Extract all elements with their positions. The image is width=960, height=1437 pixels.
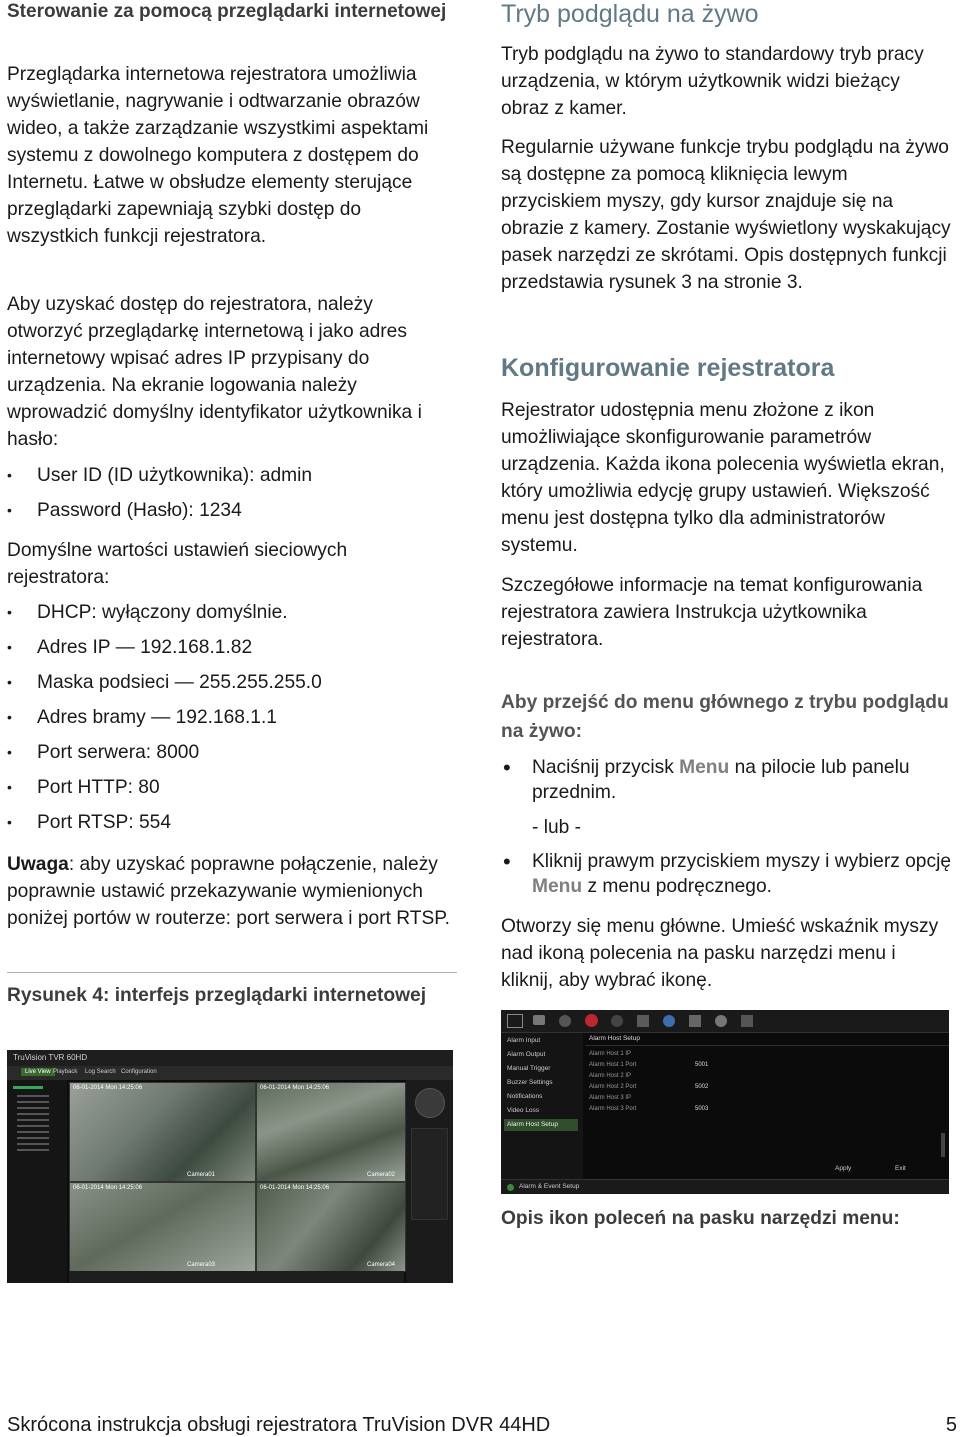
list-item: • Adres bramy — 192.168.1.1 xyxy=(7,704,452,739)
ptz-dial-icon[interactable] xyxy=(415,1088,445,1118)
web-ui-bottom-toolbar xyxy=(69,1271,404,1283)
tab-live-view[interactable]: Live View xyxy=(21,1068,55,1076)
menu-content xyxy=(585,1033,949,1179)
sidebar-item-alarm-input[interactable]: Alarm Input xyxy=(507,1037,541,1044)
paragraph-web-intro: Przeglądarka internetowa rejestratora umożliwia wyświetlanie, nagrywanie i odtwarzanie obrazów wideo, a także zarządzanie wszystkimi aspektami systemu z dowolnego komputera z dostępem do Internetu. Łatwe w obsłudze elementy sterujące przeglądarki zapewniają szybki dostęp do wszystkich funkcji rejestratora. xyxy=(7,64,429,247)
paragraph-config-intro: Rejestrator udostępnia menu złożone z ikon umożliwiające skonfigurowanie parametrów urządzenia. Każda ikona polecenia wyświetla ekran, który umożliwia edycję grupy ustawień. Większość menu jest dostępna tylko dla administratorów systemu. xyxy=(501,400,945,556)
list-item: • Password (Hasło): 1234 xyxy=(7,497,452,532)
web-ui-topbar xyxy=(7,1050,453,1066)
list-item: • Maska podsieci — 255.255.255.0 xyxy=(7,669,452,704)
page-footer xyxy=(7,1413,957,1437)
paragraph-web-access: Aby uzyskać dostęp do rejestratora, należy otworzyć przeglądarkę internetową i jako adres internetowy wpisać adres IP przypisany do urządzenia. Na ekranie logowania należy wprowadzić domyślny identyfikator użytkownika i hasło: xyxy=(7,294,422,450)
list-item: • DHCP: wyłączony domyślnie. xyxy=(7,599,452,634)
table-row: Alarm Host 2 IP xyxy=(589,1073,632,1079)
camera-view-4[interactable] xyxy=(256,1182,406,1272)
camera-timestamp: 06-01-2014 Mon 14:25:06 xyxy=(73,1185,143,1191)
web-ui-tabbar xyxy=(7,1066,453,1080)
table-row: Alarm Host 3 IP xyxy=(589,1095,632,1101)
status-text: Alarm & Event Setup xyxy=(519,1183,580,1190)
divider xyxy=(7,972,457,973)
table-row: Alarm Host 3 Port 5003 xyxy=(589,1106,709,1112)
camera-label: Camera04 xyxy=(366,1262,395,1268)
menu-status-bar xyxy=(501,1179,949,1194)
sidebar-item-manual-trigger[interactable]: Manual Trigger xyxy=(507,1065,551,1072)
sidebar-item-notifications[interactable]: Notifications xyxy=(507,1093,543,1100)
list-item: • User ID (ID użytkownika): admin xyxy=(7,462,452,497)
apply-button[interactable]: Apply xyxy=(835,1165,852,1172)
menu-toolbar xyxy=(501,1010,949,1033)
menu-keyword: Menu xyxy=(532,876,583,897)
exit-button[interactable]: Exit xyxy=(895,1165,906,1172)
camera-timestamp: 06-01-2014 Mon 14:25:06 xyxy=(73,1085,143,1091)
paragraph-config-details: Szczegółowe informacje na temat konfigurowania rejestratora zawiera Instrukcja użytkownika rejestratora. xyxy=(501,575,923,650)
list-item: • Naciśnij przycisk Menu na pilocie lub panelu przednim. xyxy=(501,755,951,805)
status-dot-icon xyxy=(507,1184,514,1191)
table-row: Alarm Host 1 IP xyxy=(589,1051,632,1057)
procedure-heading: Aby przejść do menu głównego z trybu podglądu na żywo: xyxy=(501,692,949,742)
network-defaults-list xyxy=(7,599,452,844)
camera-label: Camera01 xyxy=(186,1172,215,1178)
tab-configuration[interactable]: Configuration xyxy=(121,1069,157,1075)
sidebar-item-alarm-host-setup[interactable] xyxy=(504,1119,578,1131)
network-icon[interactable] xyxy=(611,1015,623,1027)
web-ui-brand: TruVision TVR 60HD xyxy=(13,1053,88,1062)
sidebar-item-video-loss[interactable]: Video Loss xyxy=(507,1107,540,1114)
note-text: : aby uzyskać poprawne połączenie, należy poprawnie ustawić przekazywanie wymienionych poniżej portów w routerze: port serwera i port RTSP. xyxy=(7,854,450,929)
main-menu-screenshot xyxy=(501,1010,949,1194)
page-number: 5 xyxy=(945,1414,957,1436)
scrollbar[interactable] xyxy=(941,1133,945,1157)
camera-label: Camera02 xyxy=(366,1172,395,1178)
web-interface-screenshot xyxy=(7,1050,453,1283)
or-separator: - lub - xyxy=(532,817,582,838)
storage-icon[interactable] xyxy=(637,1015,649,1027)
paragraph-live-intro: Tryb podglądu na żywo to standardowy tryb pracy urządzenia, w którym użytkownik widzi bieżący obraz z kamer. xyxy=(501,44,924,119)
record-icon[interactable] xyxy=(585,1014,598,1027)
camera-icon[interactable] xyxy=(533,1015,545,1025)
camera-view-3[interactable] xyxy=(69,1182,256,1272)
login-defaults-list xyxy=(7,462,452,532)
sidebar-item-buzzer-settings[interactable]: Buzzer Settings xyxy=(507,1079,553,1086)
procedure-steps xyxy=(501,755,951,805)
note-label: Uwaga xyxy=(7,854,69,875)
camera-label: Camera03 xyxy=(186,1262,215,1268)
sidebar-item-alarm-output[interactable]: Alarm Output xyxy=(507,1051,546,1058)
user-icon[interactable] xyxy=(715,1015,727,1027)
camera-view-1[interactable] xyxy=(69,1082,256,1182)
menu-keyword: Menu xyxy=(679,757,730,778)
tab-playback[interactable]: Playback xyxy=(53,1069,78,1075)
list-item: • Port serwera: 8000 xyxy=(7,739,452,774)
note-paragraph xyxy=(7,851,452,932)
settings-table xyxy=(585,1051,949,1117)
section-heading-configuration: Konfigurowanie rejestratora xyxy=(501,354,835,382)
camera-timestamp: 06-01-2014 Mon 14:25:06 xyxy=(260,1085,330,1091)
list-item: • Kliknij prawym przyciskiem myszy i wybierz opcję Menu z menu podręcznego. xyxy=(501,849,951,899)
paragraph-network-defaults: Domyślne wartości ustawień sieciowych rejestratora: xyxy=(7,540,348,588)
menu-sidebar xyxy=(501,1033,583,1179)
sidebar-item-label: Alarm Host Setup xyxy=(507,1121,558,1128)
section-heading-web: Sterowanie za pomocą przeglądarki internetowej xyxy=(7,1,447,22)
toolbar-caption: Opis ikon poleceń na pasku narzędzi menu: xyxy=(501,1208,900,1229)
table-row: Alarm Host 1 Port 5001 xyxy=(589,1062,709,1068)
settings-icon[interactable] xyxy=(559,1015,571,1027)
alarm-icon[interactable] xyxy=(663,1015,675,1027)
list-item: • Port RTSP: 554 xyxy=(7,809,452,844)
figure-title: Rysunek 4: interfejs przeglądarki internetowej xyxy=(7,985,427,1006)
procedure-steps-alt xyxy=(501,849,951,899)
list-item: • Adres IP — 192.168.1.82 xyxy=(7,634,452,669)
tab-alarm-host-setup[interactable]: Alarm Host Setup xyxy=(585,1033,949,1046)
system-icon[interactable] xyxy=(741,1015,753,1027)
web-ui-camera-tree xyxy=(7,1080,67,1283)
paragraph-main-menu: Otworzy się menu główne. Umieść wskaźnik myszy nad ikoną polecenia na pasku narzędzi menu i kliknij, aby wybrać ikonę. xyxy=(501,916,939,991)
table-row: Alarm Host 2 Port 5002 xyxy=(589,1084,709,1090)
section-heading-live-view: Tryb podglądu na żywo xyxy=(501,0,759,28)
footer-title: Skrócona instrukcja obsługi rejestratora TruVision DVR 44HD xyxy=(7,1414,551,1436)
camera-view-2[interactable] xyxy=(256,1082,406,1182)
camera-timestamp: 06-01-2014 Mon 14:25:06 xyxy=(260,1185,330,1191)
list-item: • Port HTTP: 80 xyxy=(7,774,452,809)
display-icon[interactable] xyxy=(507,1014,523,1028)
paragraph-live-toolbar: Regularnie używane funkcje trybu podglądu na żywo są dostępne za pomocą kliknięcia lewym przyciskiem myszy, gdy kursor znajduje się na obrazie z kamery. Zostanie wyświetlony wyskakujący pasek narzędzi ze skrótami. Opis dostępnych funkcji przedstawia rysunek 3 na stronie 3. xyxy=(501,137,951,293)
device-icon[interactable] xyxy=(689,1015,701,1027)
web-ui-ptz-panel xyxy=(406,1080,453,1283)
tab-log-search[interactable]: Log Search xyxy=(85,1069,116,1075)
